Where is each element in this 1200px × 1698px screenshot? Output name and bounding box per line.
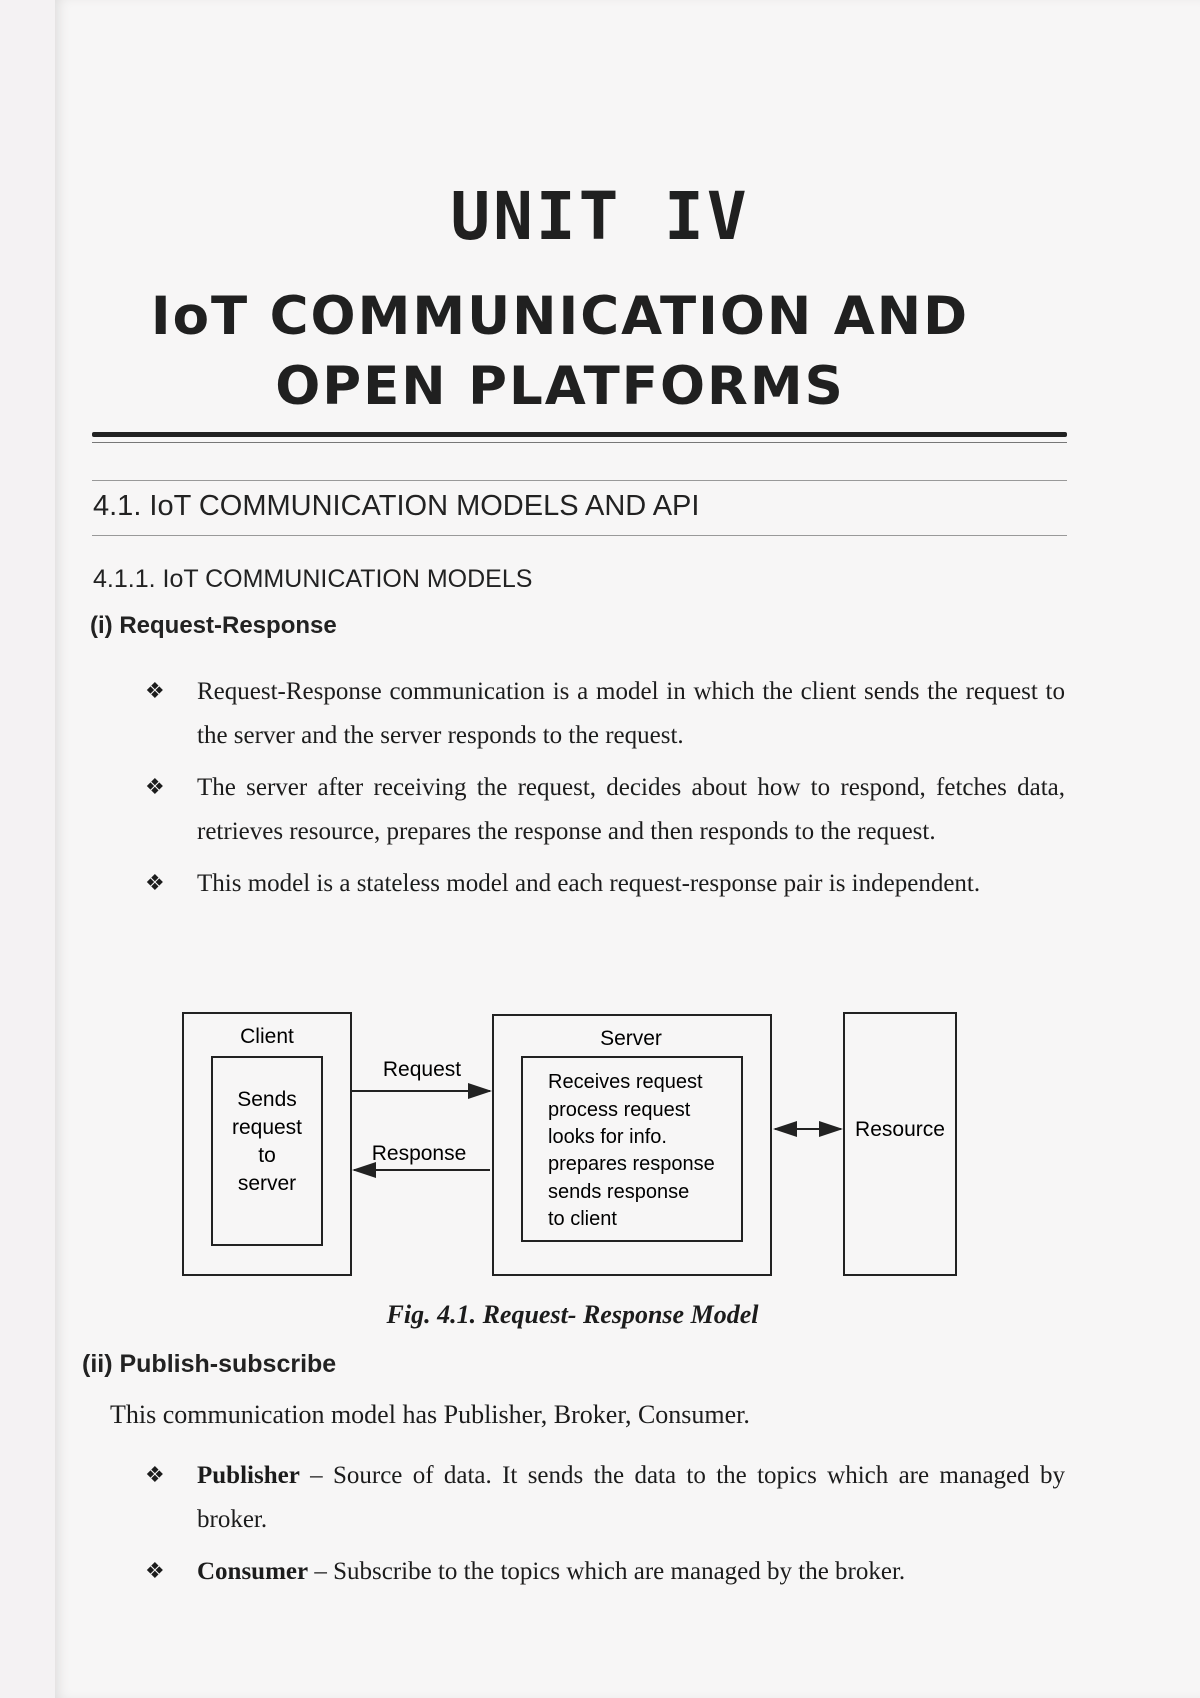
term-publisher: Publisher bbox=[197, 1462, 300, 1489]
publish-subscribe-list bbox=[145, 1454, 1065, 1602]
client-text-line: server bbox=[237, 1172, 297, 1195]
list-item: ❖ The server after receiving the request, decides about how to respond, fetches data, retrieves resource, prepares the response and then responds to the request. bbox=[145, 766, 1065, 854]
bullet-diamond-icon: ❖ bbox=[145, 871, 165, 896]
bullet-diamond-icon: ❖ bbox=[145, 775, 165, 800]
client-title: Client bbox=[240, 1025, 294, 1048]
request-label: Request bbox=[382, 1058, 462, 1081]
title-rule bbox=[92, 432, 1067, 437]
response-label: Response bbox=[371, 1142, 467, 1165]
list-item: ❖ Request-Response communication is a model in which the client sends the request to the server and the server responds to the request. bbox=[145, 670, 1065, 758]
server-title: Server bbox=[600, 1027, 662, 1050]
section-rule-top bbox=[92, 480, 1067, 481]
title-rule-thin bbox=[92, 442, 1067, 443]
request-response-list bbox=[145, 670, 1065, 914]
unit-title: UNIT IV bbox=[450, 178, 750, 255]
bullet-diamond-icon: ❖ bbox=[145, 1559, 165, 1584]
client-text-line: Sends bbox=[237, 1088, 297, 1111]
list-item: ❖ This model is a stateless model and each request-response pair is independent. bbox=[145, 862, 1065, 906]
publish-subscribe-intro: This communication model has Publisher, Broker, Consumer. bbox=[110, 1400, 750, 1429]
list-item: ❖ Consumer – Subscribe to the topics which are managed by the broker. bbox=[145, 1550, 1065, 1594]
server-text-line: Receives request bbox=[548, 1071, 703, 1093]
server-text-line: prepares response bbox=[548, 1153, 715, 1175]
client-text-line: request bbox=[231, 1116, 303, 1139]
server-text-line: to client bbox=[548, 1208, 617, 1230]
term-consumer: Consumer bbox=[197, 1558, 309, 1585]
server-text-line: looks for info. bbox=[548, 1126, 667, 1148]
resource-label: Resource bbox=[855, 1118, 945, 1141]
server-text-line: process request bbox=[548, 1099, 691, 1121]
section-heading: 4.1. IoT COMMUNICATION MODELS AND API bbox=[93, 490, 700, 522]
request-response-diagram bbox=[175, 1003, 975, 1283]
resource-box bbox=[844, 1013, 956, 1275]
chapter-title-line2: OPEN PLATFORMS bbox=[275, 356, 845, 417]
chapter-title bbox=[140, 282, 980, 422]
list-item: ❖ Publisher – Source of data. It sends the data to the topics which are managed by broker. bbox=[145, 1454, 1065, 1542]
chapter-title-line1: IoT COMMUNICATION AND bbox=[150, 286, 970, 347]
item-heading-request-response: (i) Request-Response bbox=[90, 612, 337, 639]
subsection-heading: 4.1.1. IoT COMMUNICATION MODELS bbox=[93, 565, 533, 593]
section-rule-bottom bbox=[92, 535, 1067, 536]
client-text-line: to bbox=[258, 1144, 276, 1167]
bullet-diamond-icon: ❖ bbox=[145, 1463, 165, 1488]
item-heading-publish-subscribe: (ii) Publish-subscribe bbox=[82, 1350, 337, 1378]
server-text-line: sends response bbox=[548, 1181, 690, 1203]
bullet-diamond-icon: ❖ bbox=[145, 679, 165, 704]
figure-caption: Fig. 4.1. Request- Response Model bbox=[386, 1300, 759, 1329]
